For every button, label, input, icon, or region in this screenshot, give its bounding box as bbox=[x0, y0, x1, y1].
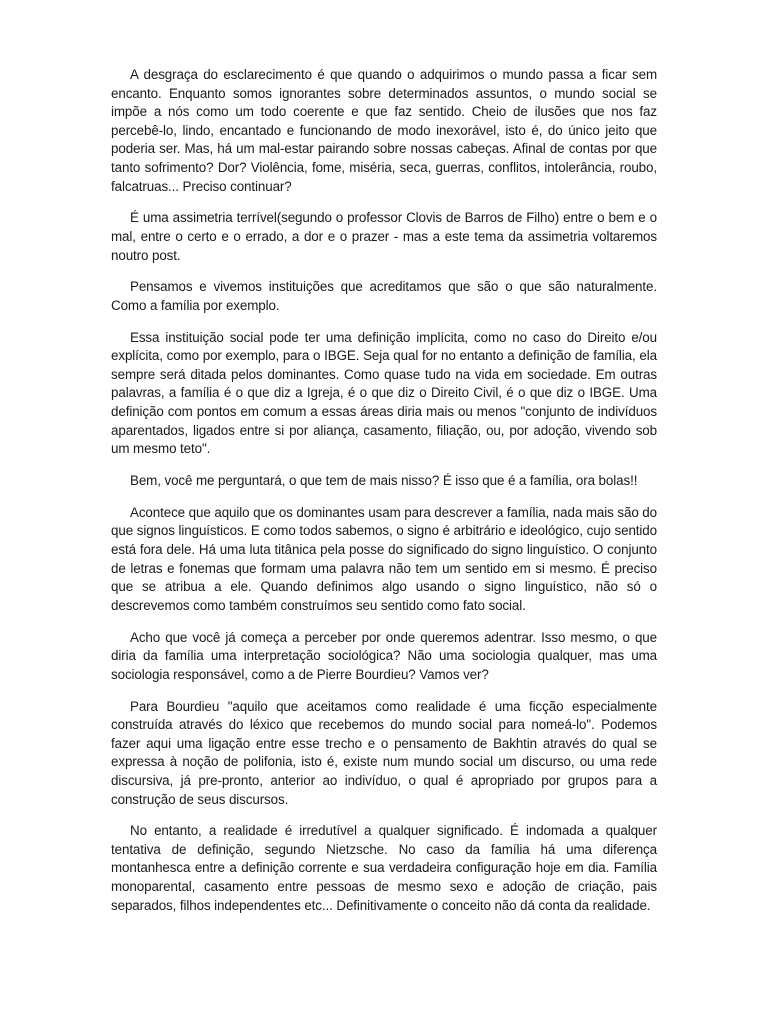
paragraph: Acho que você já começa a perceber por onde queremos adentrar. Isso mesmo, o que diria da família uma interpretação sociológica? Não uma sociologia qualquer, mas uma sociologia responsável, como a de Pierre Bourdieu? Vamos ver? bbox=[111, 629, 657, 682]
paragraph: Para Bourdieu "aquilo que aceitamos como realidade é uma ficção especialmente construída através do léxico que recebemos do mundo social para nomeá-lo". Podemos fazer aqui uma ligação entre esse trecho e o pensamento de Bakhtin através do qual se expressa à noção de polifonia, isto é, existe num mundo social um discurso, ou uma rede discursiva, já pre-pronto, anterior ao indivíduo, o qual é apropriado por grupos para a construção de seus discursos. bbox=[111, 698, 657, 807]
document-page bbox=[111, 66, 657, 928]
paragraph: Essa instituição social pode ter uma definição implícita, como no caso do Direito e/ou explícita, como por exemplo, para o IBGE. Seja qual for no entanto a definição de família, ela sempre será ditada pelos dominantes. Como quase tudo na vida em sociedade. Em outras palavras, a família é o que diz a Igreja, é o que diz o Direito Civil, é o que diz o IBGE. Uma definição com pontos em comum a essas áreas diria mais ou menos "conjunto de indivíduos aparentados, ligados entre si por aliança, casamento, filiação, ou, por adoção, vivendo sob um mesmo teto". bbox=[111, 329, 657, 457]
paragraph: Pensamos e vivemos instituições que acreditamos que são o que são naturalmente. Como a família por exemplo. bbox=[111, 279, 657, 313]
paragraph: No entanto, a realidade é irredutível a qualquer significado. É indomada a qualquer tentativa de definição, segundo Nietzsche. No caso da família há uma diferença montanhesca entre a definição corrente e sua verdadeira configuração hoje em dia. Família monoparental, casamento entre pessoas de mesmo sexo e adoção de criação, pais separados, filhos independentes etc... Definitivamente o conceito não dá conta da realidade. bbox=[111, 823, 657, 913]
paragraph: Bem, você me perguntará, o que tem de mais nisso? É isso que é a família, ora bolas!! bbox=[130, 473, 638, 489]
paragraph: A desgraça do esclarecimento é que quando o adquirimos o mundo passa a ficar sem encanto. Enquanto somos ignorantes sobre determinados assuntos, o mundo social se impõe a nós como um todo coerente e que faz sentido. Cheio de ilusões que nos faz percebê-lo, lindo, encantado e funcionando de modo inexorável, isto é, do único jeito que poderia ser. Mas, há um mal-estar pairando sobre nossas cabeças. Afinal de contas por que tanto sofrimento? Dor? Violência, fome, miséria, seca, guerras, conflitos, intolerância, roubo, falcatruas... Preciso continuar? bbox=[111, 67, 657, 194]
paragraph: Acontece que aquilo que os dominantes usam para descrever a família, nada mais são do que signos linguísticos. E como todos sabemos, o signo é arbitrário e ideológico, cujo sentido está fora dele. Há uma luta titânica pela posse do significado do signo linguístico. O conjunto de letras e fonemas que formam uma palavra não tem um sentido em si mesmo. É preciso que se atribua a ele. Quando definimos algo usando o signo linguístico, não só o descrevemos como também construímos seu sentido como fato social. bbox=[111, 504, 657, 613]
paragraph: É uma assimetria terrível(segundo o professor Clovis de Barros de Filho) entre o bem e o mal, entre o certo e o errado, a dor e o prazer - mas a este tema da assimetria voltaremos noutro post. bbox=[111, 210, 657, 263]
